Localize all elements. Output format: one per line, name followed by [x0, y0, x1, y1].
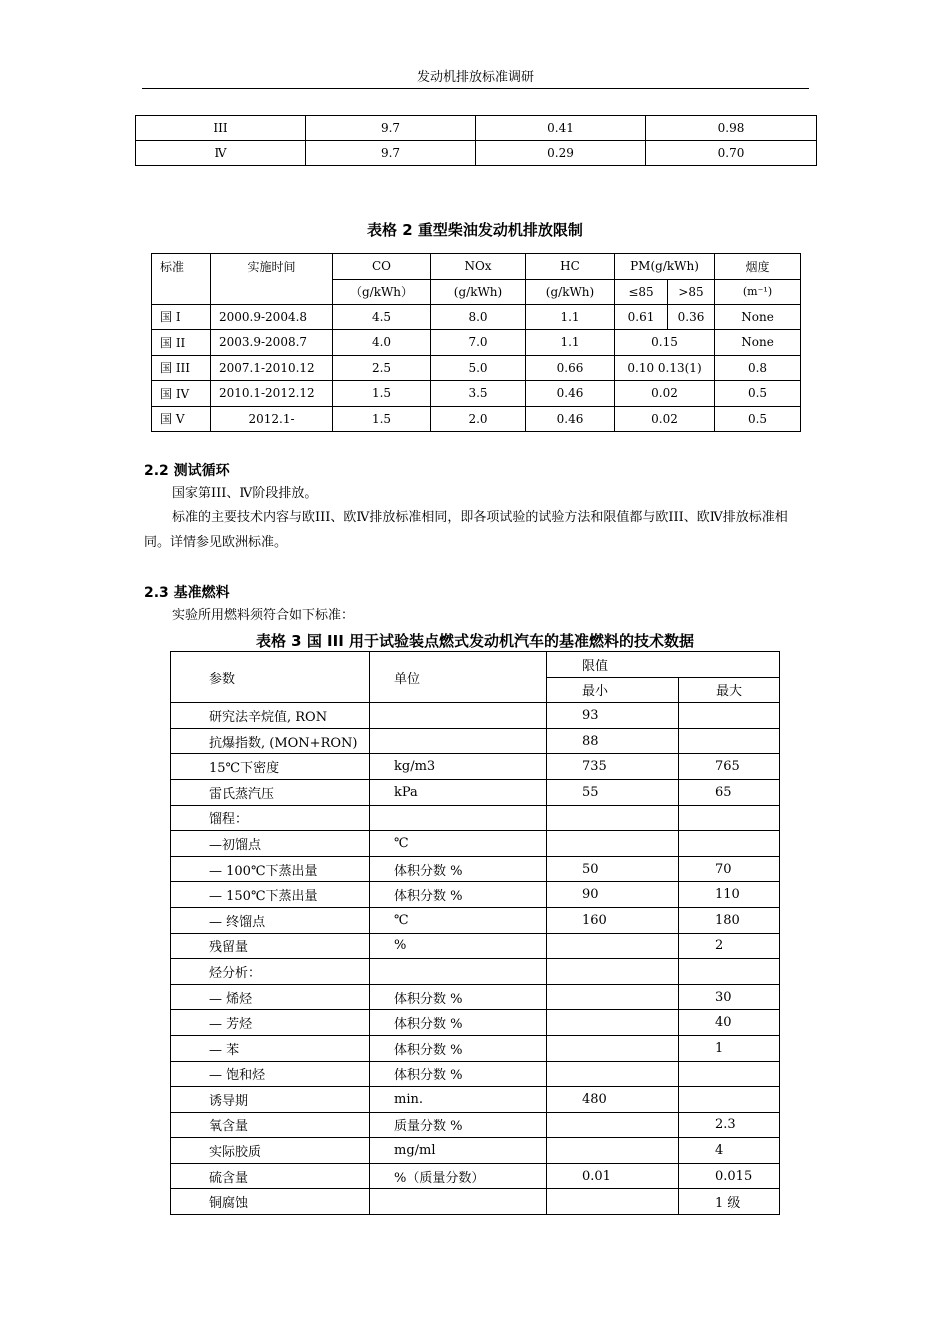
param-cell: 抗爆指数, (MON+RON): [171, 728, 370, 754]
unit-cell: 体积分数 %: [370, 882, 547, 908]
max-cell: 2.3: [679, 1112, 780, 1138]
unit-cell: 质量分数 %: [370, 1112, 547, 1138]
unit-cell: [370, 703, 547, 729]
unit-cell: kPa: [370, 779, 547, 805]
co-unit: （g/kWh）: [333, 279, 431, 304]
smoke-cell: 0.5: [715, 381, 801, 407]
unit-cell: min.: [370, 1087, 547, 1113]
table-row: [152, 355, 801, 381]
smoke-unit: (m⁻¹): [715, 279, 801, 304]
max-cell: [679, 1061, 780, 1087]
max-cell: 180: [679, 907, 780, 933]
diesel-emission-limits-table: [151, 253, 801, 432]
param-cell: — 烯烃: [171, 984, 370, 1010]
param-cell: 雷氏蒸汽压: [171, 779, 370, 805]
min-cell: [547, 959, 679, 985]
param-cell: 馏程：: [171, 805, 370, 831]
max-cell: 65: [679, 779, 780, 805]
smoke-cell: None: [715, 304, 801, 330]
table-row: [152, 304, 801, 330]
table-header-row: [171, 652, 780, 678]
date-cell: 2007.1-2010.12: [211, 355, 333, 381]
max-cell: 0.015: [679, 1163, 780, 1189]
table-row: [171, 882, 780, 908]
table-row: [171, 728, 780, 754]
table-row: [171, 856, 780, 882]
table-row: [171, 984, 780, 1010]
param-cell: 烃分析：: [171, 959, 370, 985]
max-cell: [679, 959, 780, 985]
col-header-min: 最小: [547, 677, 679, 703]
max-cell: 1: [679, 1035, 780, 1061]
col-header-pm: PM(g/kWh): [615, 254, 715, 280]
co-cell: 1.5: [333, 406, 431, 432]
table-row: [136, 141, 817, 166]
standard-cell: 国 III: [152, 355, 211, 381]
smoke-cell: 0.5: [715, 406, 801, 432]
param-cell: —初馏点: [171, 831, 370, 857]
table2-caption: 表格 2 重型柴油发动机排放限制: [367, 221, 583, 239]
table3-caption: 表格 3 国 III 用于试验装点燃式发动机汽车的基准燃料的技术数据: [255, 632, 695, 650]
param-cell: — 终馏点: [171, 907, 370, 933]
hc-cell: 0.66: [526, 355, 615, 381]
date-cell: 2003.9-2008.7: [211, 330, 333, 356]
page-header: 发动机排放标准调研: [416, 70, 534, 85]
pm-le85-cell: 0.61: [615, 304, 668, 330]
max-cell: 4: [679, 1138, 780, 1164]
table-row: [171, 1163, 780, 1189]
max-cell: 30: [679, 984, 780, 1010]
min-cell: [547, 1061, 679, 1087]
col-header-standard: 标准: [152, 254, 211, 305]
col-header-nox: NOx: [431, 254, 526, 280]
table-row: [171, 933, 780, 959]
section-2-2-para1: 国家第III、Ⅳ阶段排放。: [172, 486, 318, 501]
min-cell: [547, 831, 679, 857]
param-cell: 硫含量: [171, 1163, 370, 1189]
table-row: [152, 406, 801, 432]
max-cell: 1 级: [679, 1189, 780, 1215]
pm-cell: 0.02: [615, 381, 715, 407]
standard-cell: 国 IV: [152, 381, 211, 407]
param-cell: 残留量: [171, 933, 370, 959]
table-row: [171, 754, 780, 780]
reference-fuel-table: [170, 651, 780, 1215]
nox-unit: (g/kWh): [431, 279, 526, 304]
max-cell: [679, 1087, 780, 1113]
max-cell: 765: [679, 754, 780, 780]
max-cell: 110: [679, 882, 780, 908]
table-row: [171, 831, 780, 857]
hc-cell: 0.46: [526, 381, 615, 407]
table-cell: 0.29: [476, 141, 646, 166]
table-cell: 0.98: [646, 116, 817, 141]
col-header-hc: HC: [526, 254, 615, 280]
unit-cell: 体积分数 %: [370, 1061, 547, 1087]
min-cell: 88: [547, 728, 679, 754]
param-cell: 实际胶质: [171, 1138, 370, 1164]
table-row: [171, 1010, 780, 1036]
max-cell: [679, 831, 780, 857]
nox-cell: 2.0: [431, 406, 526, 432]
col-header-param: 参数: [171, 652, 370, 703]
unit-cell: ℃: [370, 831, 547, 857]
nox-cell: 8.0: [431, 304, 526, 330]
unit-cell: [370, 1189, 547, 1215]
col-header-limit: 限值: [547, 652, 780, 678]
max-cell: 70: [679, 856, 780, 882]
date-cell: 2012.1-: [211, 406, 333, 432]
hc-cell: 1.1: [526, 330, 615, 356]
unit-cell: 体积分数 %: [370, 1010, 547, 1036]
hc-cell: 0.46: [526, 406, 615, 432]
hc-unit: (g/kWh): [526, 279, 615, 304]
nox-cell: 5.0: [431, 355, 526, 381]
nox-cell: 7.0: [431, 330, 526, 356]
header-divider: [142, 88, 809, 89]
min-cell: 93: [547, 703, 679, 729]
table-row: [171, 1035, 780, 1061]
table-row: [171, 703, 780, 729]
col-header-unit: 单位: [370, 652, 547, 703]
col-header-co: CO: [333, 254, 431, 280]
min-cell: 735: [547, 754, 679, 780]
unit-cell: [370, 728, 547, 754]
param-cell: 氧含量: [171, 1112, 370, 1138]
min-cell: [547, 984, 679, 1010]
table-row: [171, 1087, 780, 1113]
table-row: [171, 1189, 780, 1215]
min-cell: [547, 805, 679, 831]
date-cell: 2010.1-2012.12: [211, 381, 333, 407]
pm-cell: 0.15: [615, 330, 715, 356]
max-cell: [679, 703, 780, 729]
section-2-3-para1: 实验所用燃料须符合如下标准：: [172, 608, 355, 623]
param-cell: — 150℃下蒸出量: [171, 882, 370, 908]
table-cell: 0.41: [476, 116, 646, 141]
table-row: [136, 116, 817, 141]
table-cell: 9.7: [306, 141, 476, 166]
unit-cell: 体积分数 %: [370, 984, 547, 1010]
nox-cell: 3.5: [431, 381, 526, 407]
param-cell: 铜腐蚀: [171, 1189, 370, 1215]
table-cell: 0.70: [646, 141, 817, 166]
pm-cell: 0.02: [615, 406, 715, 432]
param-cell: — 100℃下蒸出量: [171, 856, 370, 882]
co-cell: 1.5: [333, 381, 431, 407]
smoke-cell: None: [715, 330, 801, 356]
max-cell: [679, 728, 780, 754]
table-cell: Ⅳ: [136, 141, 306, 166]
hc-cell: 1.1: [526, 304, 615, 330]
emission-table-continued: [135, 115, 817, 166]
table-row: [171, 805, 780, 831]
table-row: [171, 779, 780, 805]
pm-le85-header: ≤85: [615, 279, 668, 304]
unit-cell: kg/m3: [370, 754, 547, 780]
param-cell: — 芳烃: [171, 1010, 370, 1036]
min-cell: [547, 1010, 679, 1036]
param-cell: 研究法辛烷值, RON: [171, 703, 370, 729]
min-cell: [547, 1035, 679, 1061]
table-row: [152, 381, 801, 407]
min-cell: 480: [547, 1087, 679, 1113]
min-cell: [547, 933, 679, 959]
max-cell: 40: [679, 1010, 780, 1036]
table-row: [171, 907, 780, 933]
smoke-cell: 0.8: [715, 355, 801, 381]
unit-cell: %（质量分数）: [370, 1163, 547, 1189]
col-header-max: 最大: [679, 677, 780, 703]
section-2-2-para2: 标准的主要技术内容与欧III、欧Ⅳ排放标准相同，即各项试验的试验方法和限值都与欧III、欧Ⅳ排放标准相同。详情参见欧洲标准。: [144, 510, 788, 550]
table-row: [171, 1138, 780, 1164]
min-cell: [547, 1112, 679, 1138]
standard-cell: 国 II: [152, 330, 211, 356]
co-cell: 4.0: [333, 330, 431, 356]
date-cell: 2000.9-2004.8: [211, 304, 333, 330]
table-row: [171, 1112, 780, 1138]
co-cell: 4.5: [333, 304, 431, 330]
min-cell: [547, 1189, 679, 1215]
unit-cell: %: [370, 933, 547, 959]
min-cell: 0.01: [547, 1163, 679, 1189]
param-cell: — 饱和烃: [171, 1061, 370, 1087]
table-header-row: [152, 254, 801, 280]
param-cell: — 苯: [171, 1035, 370, 1061]
standard-cell: 国 I: [152, 304, 211, 330]
standard-cell: 国 V: [152, 406, 211, 432]
pm-gt85-cell: 0.36: [668, 304, 715, 330]
pm-cell: 0.10 0.13(1): [615, 355, 715, 381]
table-row: [171, 959, 780, 985]
co-cell: 2.5: [333, 355, 431, 381]
col-header-smoke: 烟度: [715, 254, 801, 280]
table-row: [171, 1061, 780, 1087]
unit-cell: 体积分数 %: [370, 1035, 547, 1061]
section-2-3-heading: 2.3 基准燃料: [144, 585, 230, 601]
pm-gt85-header: >85: [668, 279, 715, 304]
min-cell: 160: [547, 907, 679, 933]
max-cell: 2: [679, 933, 780, 959]
min-cell: [547, 1138, 679, 1164]
unit-cell: ℃: [370, 907, 547, 933]
unit-cell: mg/ml: [370, 1138, 547, 1164]
table-cell: 9.7: [306, 116, 476, 141]
min-cell: 55: [547, 779, 679, 805]
min-cell: 90: [547, 882, 679, 908]
section-2-2-heading: 2.2 测试循环: [144, 463, 230, 479]
max-cell: [679, 805, 780, 831]
unit-cell: [370, 805, 547, 831]
col-header-date: 实施时间: [211, 254, 333, 305]
min-cell: 50: [547, 856, 679, 882]
param-cell: 诱导期: [171, 1087, 370, 1113]
table-row: [152, 330, 801, 356]
param-cell: 15℃下密度: [171, 754, 370, 780]
unit-cell: 体积分数 %: [370, 856, 547, 882]
unit-cell: [370, 959, 547, 985]
table-cell: III: [136, 116, 306, 141]
